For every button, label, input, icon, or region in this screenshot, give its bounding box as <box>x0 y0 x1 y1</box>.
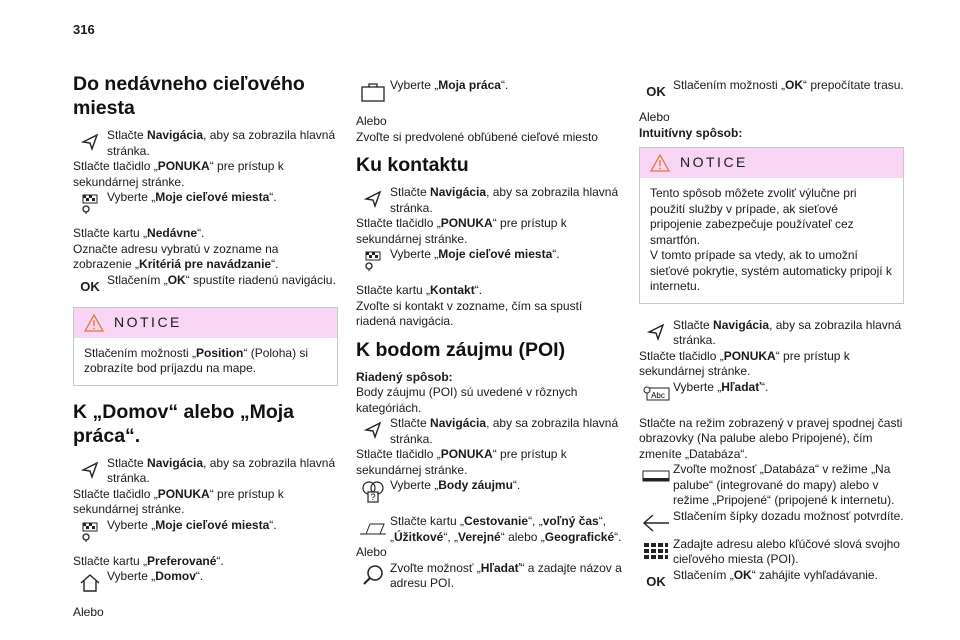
database-icon <box>639 462 673 490</box>
step-navigation: Stlačte Navigácia, aby sa zobrazila hlavná stránka. <box>639 318 904 349</box>
navigation-icon <box>356 416 390 444</box>
flag-pin-icon <box>356 247 390 275</box>
briefcase-icon <box>356 78 390 106</box>
back-arrow-icon <box>639 509 673 537</box>
heading-recent-destination: Do nedávneho cieľového miesta <box>73 73 305 119</box>
warning-icon <box>650 154 670 172</box>
navigation-icon <box>73 128 107 156</box>
step-work: Vyberte „Moja práca“. <box>356 78 622 106</box>
home-icon <box>73 569 107 597</box>
column-1: Do nedávneho cieľového miesta Stlačte Navigácia, aby sa zobrazila hlavná stránka. Stlačte tlačidlo „PONUKA“ pre prístup k sekundárnej stránke. Vyberte „Moje cieľové miesta“. Stlačte kartu „Nedávne“. Označte adresu vybratú v zozname na zobrazenie „Kritériá pre navádzanie“. OK Stlačením „OK“ spustíte riadenú navigáciu. NOTICE Stlačením možnosti „Position“ (Poloha) si zobrazíte bod príjazdu na mape. K „Domov“ alebo „Moja práca“. Stlačte Navigácia, aby sa zobrazila hlavná stránka. Stlačte tlačidlo „PONUKA“ pre prístup k sekundárnej stránke. Vyberte „Moje cieľové miesta“. Stlačte kartu „Preferované“. Vyberte „Domov“. Alebo <box>73 72 338 621</box>
flag-pin-icon <box>73 518 107 546</box>
step-my-destinations: Vyberte „Moje cieľové miesta“. <box>73 190 338 218</box>
step-navigation: Stlačte Navigácia, aby sa zobrazila hlavná stránka. <box>356 416 622 447</box>
flag-pin-icon <box>73 190 107 218</box>
page-number: 316 <box>73 22 95 37</box>
step-my-destinations: Vyberte „Moje cieľové miesta“. <box>356 247 622 275</box>
step-search: Zvoľte možnosť „Hľadať“ a zadajte názov a adresu POI. <box>356 561 622 592</box>
heading-contact: Ku kontaktu <box>356 154 469 176</box>
poi-icon <box>356 478 390 506</box>
notice-box: NOTICE Stlačením možnosti „Position“ (Poloha) si zobrazíte bod príjazdu na mape. <box>73 307 338 386</box>
heading-home-work: K „Domov“ alebo „Moja práca“. <box>73 400 295 447</box>
ok-icon: OK <box>80 278 100 294</box>
step-ok-search: OK Stlačením „OK“ zahájite vyhľadávanie. <box>639 568 904 596</box>
notice-box: NOTICE Tento spôsob môžete zvoliť výlučne pri použití služby v prípade, ak sieťové pripojenie zabezpečuje používateľ cez smartfón. V tomto prípade sa vtedy, ak to umožní sieťové pokrytie, systém automaticky pripojí k internetu. <box>639 147 904 304</box>
svg-text:?: ? <box>370 492 376 502</box>
heading-poi: K bodom záujmu (POI) <box>356 338 566 361</box>
step-ok-recalc: OK Stlačením možnosti „OK“ prepočítate trasu. <box>639 78 904 106</box>
step-ok: OK Stlačením „OK“ spustíte riadenú navigáciu. <box>73 273 338 301</box>
step-navigation: Stlačte Navigácia, aby sa zobrazila hlavná stránka. <box>73 456 338 487</box>
notice-heading: NOTICE <box>680 154 748 171</box>
step-my-destinations: Vyberte „Moje cieľové miesta“. <box>73 518 338 546</box>
column-2: Vyberte „Moja práca“. Alebo Zvoľte si predvolené obľúbené cieľové miesto Ku kontaktu Stlačte Navigácia, aby sa zobrazila hlavná stránka. Stlačte tlačidlo „PONUKA“ pre prístup k sekundárnej stránke. Vyberte „Moje cieľové miesta“. Stlačte kartu „Kontakt“. Zvoľte si kontakt v zozname, čím sa spustí riadená navigácia. K bodom záujmu (POI) Riadený spôsob: Body záujmu (POI) sú uvedené v rôznych kategóriách. Stlačte Navigácia, aby sa zobrazila hlavná stránka. Stlačte tlačidlo „PONUKA“ pre prístup k sekundárnej stránke. ? Vyberte „Body záujmu“. Stlačte kartu „Cestovanie“, „voľný čas“, „Úžitkové“, „Verejné“ alebo „Geografické“. Alebo Zvoľte možnosť „Hľadať“ a zadajte názov a adresu POI. <box>356 78 622 590</box>
search-abc-icon <box>639 380 673 408</box>
keyboard-icon <box>639 537 673 565</box>
search-icon <box>356 561 390 589</box>
step-navigation: Stlačte Navigácia, aby sa zobrazila hlavná stránka. <box>73 128 338 159</box>
step-search-abc: Abc Vyberte „Hľadať“. <box>639 380 904 408</box>
step-back: Stlačením šípky dozadu možnosť potvrdíte. <box>639 509 904 537</box>
svg-text:Abc: Abc <box>651 390 665 400</box>
warning-icon <box>84 314 104 332</box>
notice-heading: NOTICE <box>114 313 182 330</box>
navigation-icon <box>356 185 390 213</box>
ok-icon: OK <box>646 573 666 589</box>
step-home: Vyberte „Domov“. <box>73 569 338 597</box>
tab-icon <box>356 514 390 542</box>
navigation-icon <box>73 456 107 484</box>
step-category: Stlačte kartu „Cestovanie“, „voľný čas“, „Úžitkové“, „Verejné“ alebo „Geografické“. <box>356 514 622 545</box>
ok-icon: OK <box>646 84 666 100</box>
step-navigation: Stlačte Navigácia, aby sa zobrazila hlavná stránka. <box>356 185 622 216</box>
step-poi: ? Vyberte „Body záujmu“. <box>356 478 622 506</box>
step-keyboard: Zadajte adresu alebo kľúčové slová svojho cieľového miesta (POI). <box>639 537 904 568</box>
column-3: OK Stlačením možnosti „OK“ prepočítate trasu. Alebo Intuitívny spôsob: NOTICE Tento spôsob môžete zvoliť výlučne pri použití služby v prípade, ak sieťové pripojenie zabezpečuje používateľ cez smartfón. V tomto prípade sa vtedy, ak to umožní sieťové pokrytie, systém automaticky pripojí k internetu. Stlačte Navigácia, aby sa zobrazila hlavná stránka. Stlačte tlačidlo „PONUKA“ pre prístup k sekundárnej stránke. Abc Vyberte „Hľadať“. Stlačte na režim zobrazený v pravej spodnej časti obrazovky (Na palube alebo Pripojené), čím zmeníte „Databáza“. Zvoľte možnosť „Databáza“ v režime „Na palube“ (integrované do mapy) alebo v režime „Pripojené“ (pripojené k internetu). Stlačením šípky dozadu možnosť potvrdíte. Zadajte adresu alebo kľúčové slová svojho cieľového miesta (POI). OK Stlačením „OK“ zahájite vyhľadávanie. <box>639 78 904 596</box>
step-database: Zvoľte možnosť „Databáza“ v režime „Na palube“ (integrované do mapy) alebo v režime „Pripojené“ (pripojené k internetu). <box>639 462 904 509</box>
navigation-icon <box>639 318 673 346</box>
